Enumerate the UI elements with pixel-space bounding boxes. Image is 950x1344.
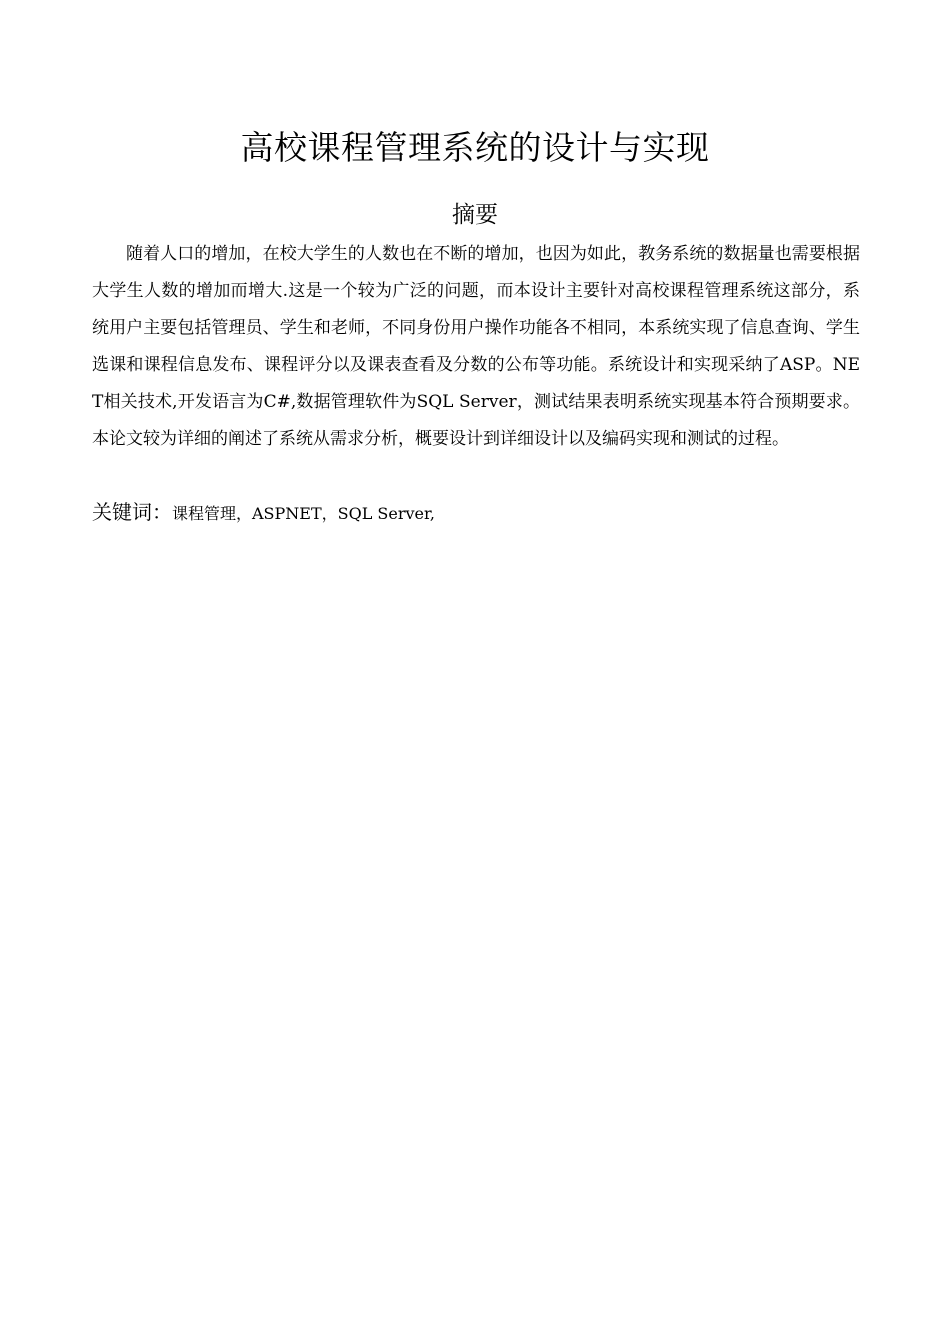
keywords-label: 关键词： <box>92 500 172 524</box>
keywords-line <box>92 496 860 531</box>
document-title: 高校课程管理系统的设计与实现 <box>240 128 710 167</box>
abstract-body: 随着人口的增加，在校大学生的人数也在不断的增加，也因为如此，教务系统的数据量也需要根据大学生人数的增加而增大.这是一个较为广泛的问题，而本设计主要针对高校课程管理系统这部分，系统用户主要包括管理员、学生和老师，不同身份用户操作功能各不相同，本系统实现了信息查询、学生选课和课程信息发布、课程评分以及课表查看及分数的公布等功能。系统设计和实现采纳了ASP。NET相关技术,开发语言为C#,数据管理软件为SQL Server，测试结果表明系统实现基本符合预期要求。本论文较为详细的阐述了系统从需求分析，概要设计到详细设计以及编码实现和测试的过程。 <box>92 244 860 449</box>
keywords-value: 课程管理，ASPNET，SQL Server, <box>172 504 435 523</box>
abstract-heading: 摘要 <box>452 202 498 228</box>
